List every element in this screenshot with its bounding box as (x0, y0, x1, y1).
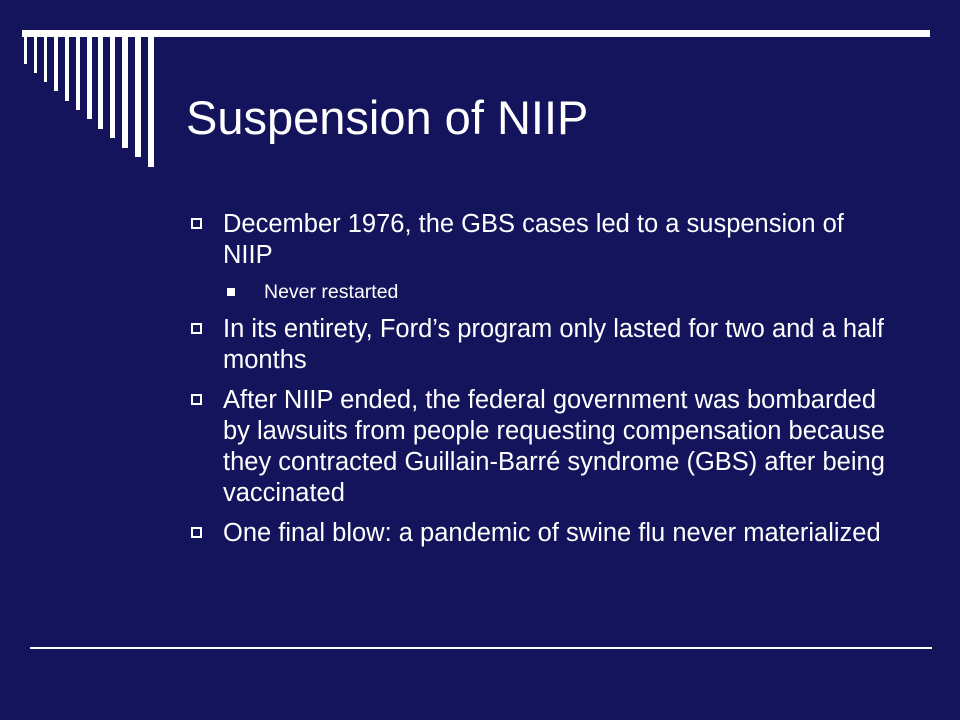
stripe (24, 37, 27, 64)
stripe (148, 37, 154, 167)
hollow-square-bullet-icon (191, 218, 202, 229)
bottom-rule (30, 647, 932, 649)
bullet-text: After NIIP ended, the federal government was bombarded by lawsuits from people requesting compensation because they contracted Guillain-Barré syndrome (GBS) after being vaccinated (223, 386, 885, 507)
filled-square-bullet-icon (227, 288, 235, 296)
stripe (110, 37, 115, 138)
bullet-item (190, 314, 900, 376)
stripe (87, 37, 92, 119)
stripe (44, 37, 47, 82)
bullet-item (190, 518, 900, 549)
decorative-stripes (0, 0, 170, 200)
bullet-item (190, 385, 900, 509)
hollow-square-bullet-icon (191, 323, 202, 334)
sub-bullet-text: Never restarted (264, 281, 399, 303)
stripe (98, 37, 103, 129)
bullet-text: In its entirety, Ford’s program only lasted for two and a half months (223, 315, 884, 374)
sub-bullet-list (223, 279, 900, 305)
hollow-square-bullet-icon (191, 394, 202, 405)
hollow-square-bullet-icon (191, 527, 202, 538)
bullet-item (190, 209, 900, 305)
stripe (34, 37, 37, 73)
stripe (54, 37, 58, 91)
slide-title: Suspension of NIIP (186, 91, 589, 144)
bullet-list (190, 209, 900, 558)
stripe (122, 37, 128, 148)
sub-bullet-item (223, 279, 900, 305)
stripe (135, 37, 141, 157)
bullet-text: One final blow: a pandemic of swine flu never materialized (223, 519, 881, 547)
bullet-text: December 1976, the GBS cases led to a suspension of NIIP (223, 210, 844, 269)
stripe (76, 37, 80, 110)
stripe (65, 37, 69, 101)
